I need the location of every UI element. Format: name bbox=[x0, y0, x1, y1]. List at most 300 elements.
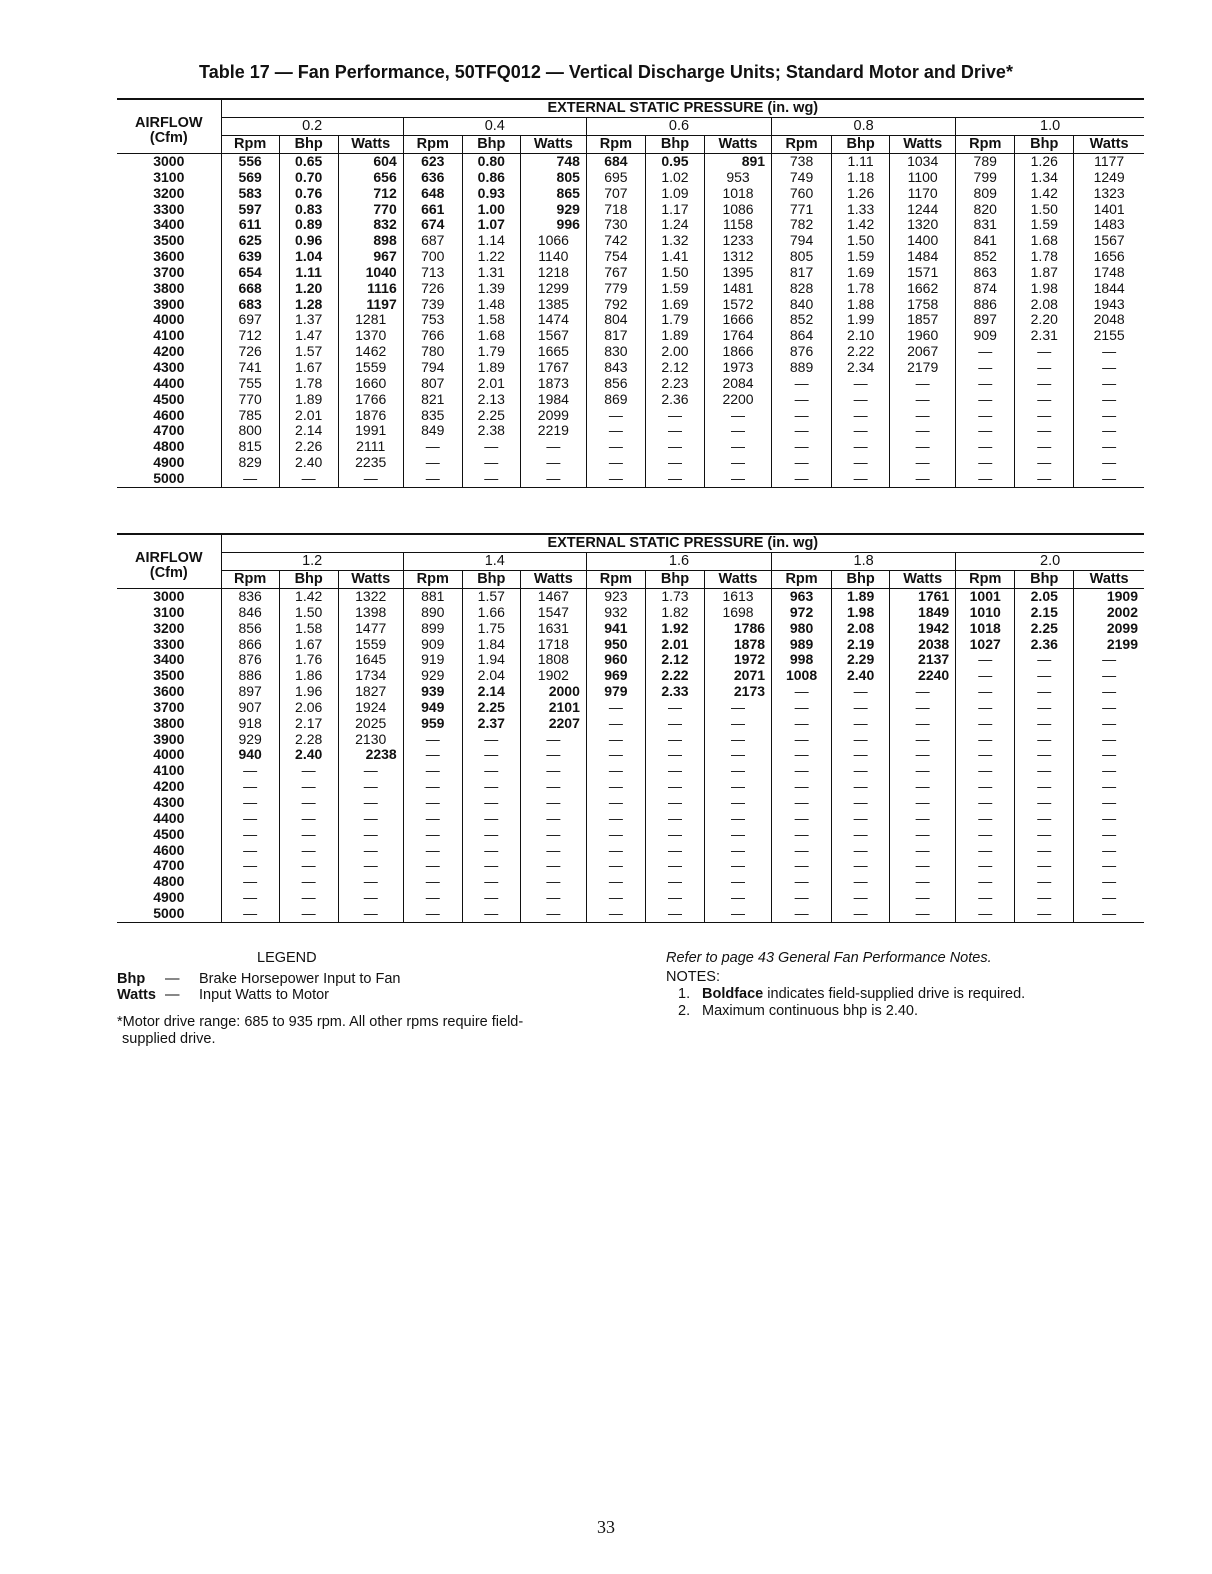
table-cell: — bbox=[956, 344, 1015, 360]
table-cell: 849 bbox=[403, 423, 462, 439]
table-cell: — bbox=[956, 811, 1015, 827]
table-cell: — bbox=[462, 763, 520, 779]
table-row bbox=[117, 186, 1144, 202]
table-cell: 1.89 bbox=[645, 328, 704, 344]
table-cell: — bbox=[772, 811, 832, 827]
table-cell: 1008 bbox=[772, 668, 832, 684]
table-cell: — bbox=[704, 827, 771, 843]
table-cell: — bbox=[1015, 811, 1074, 827]
table-cell: — bbox=[890, 408, 956, 424]
table-cell: 863 bbox=[956, 265, 1015, 281]
table-cell: 835 bbox=[403, 408, 462, 424]
table-cell: — bbox=[832, 858, 890, 874]
table-cell: 782 bbox=[772, 217, 832, 233]
table-cell: 886 bbox=[221, 668, 279, 684]
table-row bbox=[117, 637, 1144, 653]
header-row-pressure-caption bbox=[117, 534, 1144, 553]
table-cell: 739 bbox=[403, 297, 462, 313]
table-cell: 674 bbox=[403, 217, 462, 233]
table-cell: 1.50 bbox=[832, 233, 890, 249]
table-cell: 1942 bbox=[890, 621, 956, 637]
table-cell: 668 bbox=[221, 281, 279, 297]
airflow-cell: 4700 bbox=[153, 423, 185, 439]
table-cell: — bbox=[462, 843, 520, 859]
table-cell: — bbox=[462, 471, 520, 487]
table-cell: 1.86 bbox=[279, 668, 338, 684]
table-cell: — bbox=[1074, 455, 1144, 471]
table-cell: — bbox=[338, 890, 403, 906]
table-cell: — bbox=[1074, 376, 1144, 392]
table-cell: 2.34 bbox=[832, 360, 890, 376]
table-cell: — bbox=[403, 874, 462, 890]
unit-header: Bhp bbox=[462, 571, 520, 589]
table-cell: — bbox=[956, 684, 1015, 700]
table-cell: — bbox=[956, 747, 1015, 763]
table-cell: — bbox=[772, 392, 832, 408]
table-cell: — bbox=[586, 423, 645, 439]
table-cell: 2.04 bbox=[462, 668, 520, 684]
table-cell: 939 bbox=[403, 684, 462, 700]
table-cell: — bbox=[1015, 874, 1074, 890]
table-cell: — bbox=[772, 747, 832, 763]
table-cell: — bbox=[462, 906, 520, 922]
airflow-cell: 4100 bbox=[153, 763, 185, 779]
table-cell: — bbox=[645, 423, 704, 439]
table-cell: 1.96 bbox=[279, 684, 338, 700]
table-cell: — bbox=[645, 439, 704, 455]
table-row bbox=[117, 668, 1144, 684]
header-row-units bbox=[117, 571, 1144, 589]
table-row bbox=[117, 376, 1144, 392]
table-cell: — bbox=[956, 471, 1015, 487]
table-cell: 661 bbox=[403, 202, 462, 218]
table-cell: — bbox=[832, 827, 890, 843]
table-row bbox=[117, 408, 1144, 424]
table-cell: — bbox=[1074, 408, 1144, 424]
table-cell: 820 bbox=[956, 202, 1015, 218]
table-cell: — bbox=[221, 795, 279, 811]
table-row bbox=[117, 392, 1144, 408]
table-cell: 789 bbox=[956, 154, 1015, 170]
table-cell: — bbox=[645, 763, 704, 779]
table-cell: — bbox=[221, 890, 279, 906]
table-cell: — bbox=[1074, 344, 1144, 360]
table-cell: — bbox=[956, 732, 1015, 748]
table-cell: 1.57 bbox=[279, 344, 338, 360]
table-cell: — bbox=[645, 843, 704, 859]
table-cell: 2.22 bbox=[645, 668, 704, 684]
unit-header: Watts bbox=[890, 571, 956, 589]
table-cell: 1.58 bbox=[279, 621, 338, 637]
table-cell: — bbox=[1074, 763, 1144, 779]
table-cell: 821 bbox=[403, 392, 462, 408]
legend-abbr: Watts bbox=[117, 987, 156, 1003]
table-cell: 1.66 bbox=[462, 605, 520, 621]
table-cell: 1909 bbox=[1074, 589, 1144, 605]
table-cell: 1.50 bbox=[279, 605, 338, 621]
table-cell: — bbox=[403, 811, 462, 827]
table-cell: — bbox=[704, 795, 771, 811]
table-cell: 2.25 bbox=[1015, 621, 1074, 637]
table-cell: 909 bbox=[403, 637, 462, 653]
notes bbox=[666, 950, 1146, 1020]
table-cell: — bbox=[279, 843, 338, 859]
table-cell: — bbox=[704, 439, 771, 455]
table-cell: 846 bbox=[221, 605, 279, 621]
table-cell: 1.98 bbox=[1015, 281, 1074, 297]
airflow-cell: 3700 bbox=[153, 264, 185, 280]
table-cell: 611 bbox=[221, 217, 279, 233]
table-cell: — bbox=[279, 827, 338, 843]
table-cell: 1481 bbox=[704, 281, 771, 297]
unit-header: Bhp bbox=[645, 571, 704, 589]
table-cell: 1758 bbox=[890, 297, 956, 313]
table-cell: 1559 bbox=[338, 637, 403, 653]
table-cell: 1844 bbox=[1074, 281, 1144, 297]
table-cell: — bbox=[520, 827, 586, 843]
table-cell: 2219 bbox=[520, 423, 586, 439]
table-cell: — bbox=[956, 906, 1015, 922]
table-cell: 1320 bbox=[890, 217, 956, 233]
table-cell: 0.93 bbox=[462, 186, 520, 202]
table-cell: 1631 bbox=[520, 621, 586, 637]
fan-performance-table-high bbox=[117, 533, 1144, 923]
table-cell: 909 bbox=[956, 328, 1015, 344]
table-cell: 1876 bbox=[338, 408, 403, 424]
external-static-pressure-header: EXTERNAL STATIC PRESSURE (in. wg) bbox=[221, 534, 1144, 553]
table-cell: — bbox=[462, 827, 520, 843]
table-cell: 2.29 bbox=[832, 652, 890, 668]
airflow-cell: 4800 bbox=[153, 874, 185, 890]
table-cell: — bbox=[1074, 811, 1144, 827]
table-cell: 713 bbox=[403, 265, 462, 281]
table-cell: 865 bbox=[520, 186, 586, 202]
table-cell: — bbox=[704, 874, 771, 890]
table-cell: — bbox=[462, 747, 520, 763]
table-cell: — bbox=[956, 843, 1015, 859]
table-cell: — bbox=[772, 439, 832, 455]
table-cell: 1.34 bbox=[1015, 170, 1074, 186]
table-cell: — bbox=[520, 858, 586, 874]
unit-header: Rpm bbox=[772, 571, 832, 589]
table-cell: — bbox=[221, 906, 279, 922]
table-cell: 0.96 bbox=[279, 233, 338, 249]
table-cell: — bbox=[403, 732, 462, 748]
unit-header: Rpm bbox=[586, 136, 645, 154]
table-cell: — bbox=[832, 408, 890, 424]
table-cell: 2.25 bbox=[462, 408, 520, 424]
table-cell: — bbox=[704, 906, 771, 922]
table-row bbox=[117, 684, 1144, 700]
table-cell: — bbox=[520, 455, 586, 471]
table-cell: — bbox=[586, 732, 645, 748]
table-cell: 2002 bbox=[1074, 605, 1144, 621]
table-cell: 1467 bbox=[520, 589, 586, 605]
unit-header: Bhp bbox=[1015, 136, 1074, 154]
table-cell: — bbox=[645, 874, 704, 890]
table-cell: 1559 bbox=[338, 360, 403, 376]
table-row bbox=[117, 890, 1144, 906]
table-cell: 0.95 bbox=[645, 154, 704, 170]
table-cell: — bbox=[1074, 700, 1144, 716]
table-cell: 1.37 bbox=[279, 312, 338, 328]
table-cell: 1645 bbox=[338, 652, 403, 668]
table-cell: — bbox=[221, 843, 279, 859]
table-cell: 998 bbox=[772, 652, 832, 668]
table-cell: 2235 bbox=[338, 455, 403, 471]
table-cell: — bbox=[1015, 827, 1074, 843]
table-cell: — bbox=[832, 732, 890, 748]
table-cell: — bbox=[520, 747, 586, 763]
table-cell: — bbox=[704, 843, 771, 859]
table-cell: — bbox=[586, 858, 645, 874]
table-cell: — bbox=[645, 890, 704, 906]
table-cell: — bbox=[586, 795, 645, 811]
table-cell: — bbox=[1015, 779, 1074, 795]
table-cell: 1924 bbox=[338, 700, 403, 716]
table-cell: 1.69 bbox=[832, 265, 890, 281]
table-cell: 2.37 bbox=[462, 716, 520, 732]
table-cell: — bbox=[403, 471, 462, 487]
table-cell: — bbox=[1015, 763, 1074, 779]
table-cell: 889 bbox=[772, 360, 832, 376]
table-cell: 2.15 bbox=[1015, 605, 1074, 621]
table-cell: 1761 bbox=[890, 589, 956, 605]
table-cell: 604 bbox=[338, 154, 403, 170]
table-cell: 2.14 bbox=[279, 423, 338, 439]
airflow-cell: 3100 bbox=[153, 169, 185, 185]
unit-header: Bhp bbox=[832, 136, 890, 154]
airflow-cell: 4900 bbox=[153, 890, 185, 906]
table-cell: 2.08 bbox=[1015, 297, 1074, 313]
table-cell: — bbox=[586, 716, 645, 732]
table-cell: — bbox=[890, 423, 956, 439]
page-number: 33 bbox=[597, 1517, 615, 1537]
table-cell: 2.00 bbox=[645, 344, 704, 360]
table-cell: — bbox=[403, 827, 462, 843]
table-cell: 1.69 bbox=[645, 297, 704, 313]
legend-dash: — bbox=[165, 971, 180, 987]
airflow-cell: 3300 bbox=[153, 201, 185, 217]
table-cell: — bbox=[520, 795, 586, 811]
airflow-cell: 4400 bbox=[153, 810, 185, 826]
table-cell: — bbox=[586, 455, 645, 471]
table-cell: 2099 bbox=[520, 408, 586, 424]
table-cell: — bbox=[1074, 795, 1144, 811]
table-cell: — bbox=[890, 827, 956, 843]
table-cell: 1698 bbox=[704, 605, 771, 621]
table-cell: — bbox=[1074, 874, 1144, 890]
airflow-cell: 3000 bbox=[153, 588, 185, 604]
table-cell: 1.79 bbox=[645, 312, 704, 328]
table-cell: 2137 bbox=[890, 652, 956, 668]
airflow-cell: 4000 bbox=[153, 312, 185, 328]
table-cell: — bbox=[704, 858, 771, 874]
table-cell: — bbox=[338, 779, 403, 795]
table-cell: — bbox=[462, 874, 520, 890]
table-cell: — bbox=[462, 858, 520, 874]
table-cell: 1462 bbox=[338, 344, 403, 360]
table-cell: 2.10 bbox=[832, 328, 890, 344]
table-cell: 785 bbox=[221, 408, 279, 424]
table-cell: 1.02 bbox=[645, 170, 704, 186]
table-cell: 989 bbox=[772, 637, 832, 653]
note-1 bbox=[666, 986, 1146, 1003]
table-cell: 963 bbox=[772, 589, 832, 605]
table-cell: 1.04 bbox=[279, 249, 338, 265]
table-cell: 923 bbox=[586, 589, 645, 605]
table-cell: — bbox=[704, 811, 771, 827]
table-cell: 707 bbox=[586, 186, 645, 202]
table-cell: 831 bbox=[956, 217, 1015, 233]
table-row bbox=[117, 589, 1144, 605]
table-cell: 804 bbox=[586, 312, 645, 328]
table-cell: — bbox=[462, 455, 520, 471]
table-cell: 1484 bbox=[890, 249, 956, 265]
table-cell: 1660 bbox=[338, 376, 403, 392]
table-cell: — bbox=[956, 716, 1015, 732]
table-cell: 2.12 bbox=[645, 360, 704, 376]
table-cell: 569 bbox=[221, 170, 279, 186]
table-cell: — bbox=[772, 716, 832, 732]
airflow-cell: 4200 bbox=[153, 779, 185, 795]
table-cell: 2.25 bbox=[462, 700, 520, 716]
table-cell: 932 bbox=[586, 605, 645, 621]
table-cell: 2200 bbox=[704, 392, 771, 408]
table-row bbox=[117, 716, 1144, 732]
table-cell: 1.48 bbox=[462, 297, 520, 313]
table-cell: — bbox=[279, 890, 338, 906]
table-cell: 1323 bbox=[1074, 186, 1144, 202]
table-row bbox=[117, 732, 1144, 748]
airflow-cell: 3500 bbox=[153, 668, 185, 684]
airflow-header bbox=[117, 99, 221, 154]
airflow-label: AIRFLOW bbox=[134, 115, 203, 131]
table-cell: — bbox=[772, 684, 832, 700]
table-cell: 718 bbox=[586, 202, 645, 218]
table-cell: 805 bbox=[520, 170, 586, 186]
table-cell: 2207 bbox=[520, 716, 586, 732]
table-cell: 1665 bbox=[520, 344, 586, 360]
table-cell: 2.17 bbox=[279, 716, 338, 732]
table-cell: 760 bbox=[772, 186, 832, 202]
table-cell: — bbox=[586, 763, 645, 779]
table-cell: 1.20 bbox=[279, 281, 338, 297]
table-cell: 1370 bbox=[338, 328, 403, 344]
table-cell: — bbox=[832, 779, 890, 795]
table-cell: 738 bbox=[772, 154, 832, 170]
table-cell: 2.05 bbox=[1015, 589, 1074, 605]
table-cell: 1878 bbox=[704, 637, 771, 653]
airflow-cell: 3900 bbox=[153, 296, 185, 312]
table-cell: — bbox=[1015, 906, 1074, 922]
table-cell: 949 bbox=[403, 700, 462, 716]
table-cell: — bbox=[221, 874, 279, 890]
header-row-pressures bbox=[117, 118, 1144, 136]
table-cell: — bbox=[520, 906, 586, 922]
table-cell: — bbox=[645, 471, 704, 487]
table-cell: — bbox=[772, 827, 832, 843]
table-cell: 1718 bbox=[520, 637, 586, 653]
table-cell: — bbox=[704, 890, 771, 906]
table-cell: — bbox=[221, 763, 279, 779]
table-row bbox=[117, 605, 1144, 621]
table-cell: 1.84 bbox=[462, 637, 520, 653]
table-cell: 967 bbox=[338, 249, 403, 265]
airflow-cell: 4100 bbox=[153, 328, 185, 344]
table-cell: 1.07 bbox=[462, 217, 520, 233]
refer-note: Refer to page 43 General Fan Performance Notes. bbox=[666, 950, 992, 966]
table-cell: 1312 bbox=[704, 249, 771, 265]
table-cell: 980 bbox=[772, 621, 832, 637]
table-row bbox=[117, 700, 1144, 716]
legend-text: Input Watts to Motor bbox=[199, 987, 330, 1003]
table-cell: 1.68 bbox=[1015, 233, 1074, 249]
table-cell: — bbox=[645, 747, 704, 763]
table-cell: 1960 bbox=[890, 328, 956, 344]
table-cell: 2.06 bbox=[279, 700, 338, 716]
table-cell: 929 bbox=[520, 202, 586, 218]
table-cell: — bbox=[890, 455, 956, 471]
table-cell: — bbox=[832, 716, 890, 732]
table-cell: 799 bbox=[956, 170, 1015, 186]
table-cell: — bbox=[956, 890, 1015, 906]
table-cell: — bbox=[832, 874, 890, 890]
airflow-cell: 5000 bbox=[117, 906, 221, 922]
table-cell: 1.94 bbox=[462, 652, 520, 668]
table-cell: 754 bbox=[586, 249, 645, 265]
table-cell: — bbox=[279, 471, 338, 487]
table-cell: 556 bbox=[221, 154, 279, 170]
table-cell: 623 bbox=[403, 154, 462, 170]
table-cell: 1902 bbox=[520, 668, 586, 684]
table-row bbox=[117, 328, 1144, 344]
table-cell: 856 bbox=[586, 376, 645, 392]
table-cell: — bbox=[832, 455, 890, 471]
table-cell: — bbox=[279, 811, 338, 827]
airflow-cell: 3200 bbox=[153, 620, 185, 636]
table-row bbox=[117, 747, 1144, 763]
table-cell: 687 bbox=[403, 233, 462, 249]
table-cell: — bbox=[520, 439, 586, 455]
table-cell: 1140 bbox=[520, 249, 586, 265]
table-cell: — bbox=[403, 795, 462, 811]
table-cell: 836 bbox=[221, 589, 279, 605]
unit-header: Watts bbox=[520, 571, 586, 589]
table-cell: — bbox=[221, 779, 279, 795]
table-cell: 2.23 bbox=[645, 376, 704, 392]
table-cell: — bbox=[1074, 906, 1144, 922]
table-cell: 0.89 bbox=[279, 217, 338, 233]
pressure-header: 2.0 bbox=[956, 553, 1144, 571]
table-cell: — bbox=[890, 471, 956, 487]
table-cell: 881 bbox=[403, 589, 462, 605]
table-cell: — bbox=[832, 439, 890, 455]
table-cell: — bbox=[1015, 684, 1074, 700]
table-cell: 1984 bbox=[520, 392, 586, 408]
airflow-cell: 3000 bbox=[153, 153, 185, 169]
table-cell: 1.09 bbox=[645, 186, 704, 202]
table-cell: 1.59 bbox=[645, 281, 704, 297]
table-cell: 1040 bbox=[338, 265, 403, 281]
pressure-header: 0.2 bbox=[221, 118, 403, 136]
table-cell: 1.47 bbox=[279, 328, 338, 344]
table-cell: — bbox=[956, 392, 1015, 408]
table-cell: 1849 bbox=[890, 605, 956, 621]
table-cell: 1.11 bbox=[279, 265, 338, 281]
table-cell: 841 bbox=[956, 233, 1015, 249]
table-cell: — bbox=[832, 843, 890, 859]
